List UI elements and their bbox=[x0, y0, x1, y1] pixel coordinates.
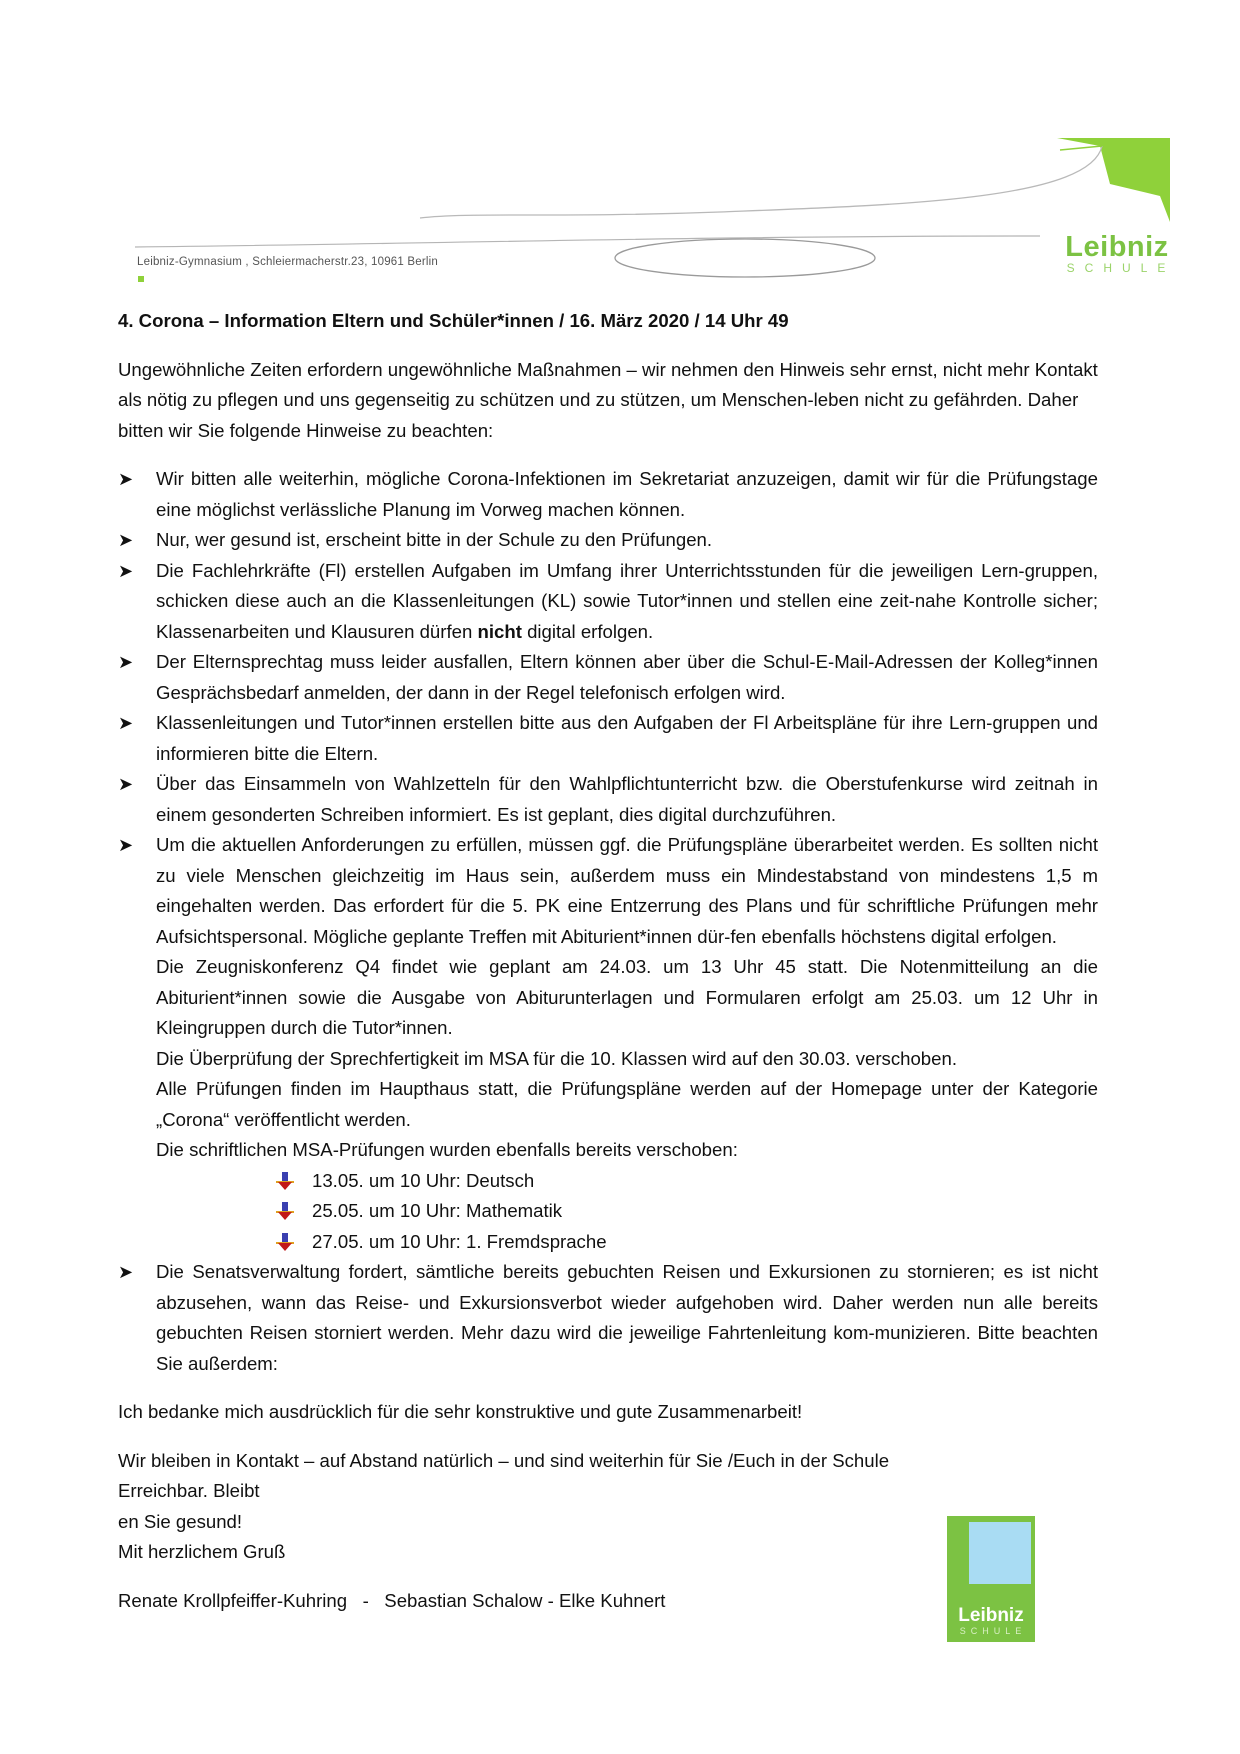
letterhead-address: Leibniz-Gymnasium , Schleiermacherstr.23, 10961 Berlin bbox=[137, 256, 438, 268]
text-run: Die Fachlehrkräfte (Fl) erstellen Aufgaben im Umfang ihrer Unterrichtsstunden für die jeweiligen Lern-gruppen, schicken diese auch an die Klassenleitungen (KL) sowie Tutor*innen und stellen eine zeit-nahe Kontrolle sicher; Klassenarbeiten und Klausuren dürfen bbox=[156, 559, 1098, 642]
arrow-bullet-icon: ➤ bbox=[118, 835, 134, 855]
arrow-bullet-icon: ➤ bbox=[118, 469, 134, 489]
text-run: digital erfolgen. bbox=[521, 620, 654, 642]
list-item-text bbox=[156, 560, 1098, 642]
list-item bbox=[118, 830, 1098, 1257]
letterhead-swoosh-green bbox=[1060, 146, 1102, 150]
certificate-conference-text: Die Zeugniskonferenz Q4 findet wie geplant am 24.03. um 13 Uhr 45 statt. Die Notenmitteilung an die Abiturient*innen sowie die Ausgabe von Abiturunterlagen und Formularen erfolgt am 25.03. um 12 Uhr in Kleingruppen durch die Tutor*innen. bbox=[156, 956, 1098, 1038]
logo-subword: SCHULE bbox=[959, 1626, 1027, 1636]
arrow-bullet-icon: ➤ bbox=[118, 1262, 134, 1282]
arrow-bullet-icon: ➤ bbox=[118, 560, 134, 581]
list-item-text: Die Senatsverwaltung fordert, sämtliche bereits gebuchten Reisen und Exkursionen zu stornieren; es ist nicht abzusehen, wann das Reise- und Exkursionsverbot wieder aufgehoben wird. Daher werden nun alle bereits gebuchten Reisen storniert werden. Mehr dazu wird die jeweilige Fahrtenleitung kom-munizieren. Bitte beachten Sie außerdem: bbox=[156, 1261, 1098, 1374]
exam-date-text: 27.05. um 10 Uhr: 1. Fremdsprache bbox=[312, 1230, 607, 1252]
signatories: Renate Krollpfeiffer-Kuhring - Sebastian Schalow - Elke Kuhnert bbox=[118, 1589, 666, 1611]
exam-date-text: 25.05. um 10 Uhr: Mathematik bbox=[312, 1200, 563, 1221]
emphasis-text: nicht bbox=[477, 620, 522, 642]
closing-line: Wir bleiben in Kontakt – auf Abstand natürlich – und sind weiterhin für Sie /Euch in der Schule bbox=[118, 1449, 890, 1471]
letter-body bbox=[118, 306, 1098, 1616]
list-item bbox=[118, 525, 1098, 556]
exam-location-text: Alle Prüfungen finden im Haupthaus statt, die Prüfungspläne werden auf der Homepage unter der Kategorie „Corona“ veröffentlicht werden. bbox=[156, 1078, 1098, 1130]
arrow-bullet-icon: ➤ bbox=[118, 774, 134, 794]
down-arrow-icon bbox=[276, 1172, 294, 1190]
arrow-bullet-icon: ➤ bbox=[118, 530, 134, 550]
list-item bbox=[118, 708, 1098, 769]
letterhead-green-shape bbox=[1057, 138, 1170, 222]
letterhead-swoosh bbox=[420, 146, 1102, 218]
exam-date-text: 13.05. um 10 Uhr: Deutsch bbox=[312, 1169, 535, 1191]
exam-date-item bbox=[274, 1166, 1098, 1197]
list-item-text: Nur, wer gesund ist, erscheint bitte in der Schule zu den Prüfungen. bbox=[156, 529, 713, 550]
logo-word: Leibniz bbox=[1065, 231, 1169, 263]
logo-subword: SCHULE bbox=[1066, 261, 1176, 275]
thanks-paragraph: Ich bedanke mich ausdrücklich für die sehr konstruktive und gute Zusammenarbeit! bbox=[118, 1401, 803, 1422]
speaking-test-text: Die Überprüfung der Sprechfertigkeit im MSA für die 10. Klassen wird auf den 30.03. verschoben. bbox=[156, 1047, 957, 1069]
intro-paragraph: Ungewöhnliche Zeiten erfordern ungewöhnliche Maßnahmen – wir nehmen den Hinweis sehr ernst, nicht mehr Kontakt als nötig zu pflegen und uns gegenseitig zu schützen und zu stützen, um Menschen-leben nicht zu gefährden. Daher bitten wir Sie folgende Hinweise zu beachten: bbox=[118, 358, 1098, 441]
list-item bbox=[118, 464, 1098, 525]
list-item-text: Der Elternsprechtag muss leider ausfallen, Eltern können aber über die Schul-E-Mail-Adressen der Kolleg*innen Gesprächsbedarf anmelden, der dann in der Regel telefonisch erfolgen wird. bbox=[156, 651, 1098, 703]
letterhead-base-line bbox=[135, 236, 1040, 247]
letterhead-logo bbox=[1057, 233, 1177, 274]
exam-date-item bbox=[274, 1227, 1098, 1258]
letterhead-oval bbox=[615, 239, 875, 277]
list-item bbox=[118, 647, 1098, 708]
exam-plan-text: Um die aktuellen Anforderungen zu erfüllen, müssen ggf. die Prüfungspläne überarbeitet werden. Es sollten nicht zu viele Menschen gleichzeitig im Haus sein, außerdem muss ein Mindestabstand von mindestens 1,5 m eingehalten werden. Das erfordert für die 5. PK eine Entzerrung des Plans und für schriftliche Prüfungen mehr Aufsichtspersonal. Mögliche geplante Treffen mit Abiturient*innen dür-fen ebenfalls höchstens digital erfolgen. bbox=[156, 834, 1098, 947]
arrow-bullet-icon: ➤ bbox=[118, 713, 134, 733]
exam-date-list bbox=[156, 1166, 1098, 1258]
letterhead-graphic bbox=[0, 0, 1240, 300]
list-item-text: Klassenleitungen und Tutor*innen erstellen bitte aus den Aufgaben der Fl Arbeitspläne für ihre Lern-gruppen und informieren bitte die Eltern. bbox=[156, 712, 1098, 764]
down-arrow-icon bbox=[276, 1233, 294, 1251]
list-item bbox=[118, 1257, 1098, 1379]
list-item bbox=[118, 556, 1098, 648]
closing-line: en Sie gesund! bbox=[118, 1510, 243, 1532]
page-title: 4. Corona – Information Eltern und Schüler*innen / 16. März 2020 / 14 Uhr 49 bbox=[118, 310, 789, 331]
closing-line: Mit herzlichem Gruß bbox=[118, 1541, 286, 1562]
arrow-bullet-icon: ➤ bbox=[118, 652, 134, 672]
msa-postponed-text: Die schriftlichen MSA-Prüfungen wurden ebenfalls bereits verschoben: bbox=[156, 1139, 738, 1160]
footer-logo bbox=[947, 1516, 1035, 1642]
list-item-text: Über das Einsammeln von Wahlzetteln für den Wahlpflichtunterricht bzw. die Oberstufenkurse wird zeitnah in einem gesonderten Schreiben informiert. Es ist geplant, dies digital durchzuführen. bbox=[156, 773, 1098, 825]
logo-blue-square bbox=[969, 1522, 1031, 1584]
closing-line: Erreichbar. Bleibt bbox=[118, 1480, 260, 1501]
notice-list bbox=[118, 464, 1098, 1379]
down-arrow-icon bbox=[276, 1202, 294, 1220]
list-item-text: Wir bitten alle weiterhin, mögliche Corona-Infektionen im Sekretariat anzuzeigen, damit wir für die Prüfungstage eine möglichst verlässliche Planung im Vorweg machen können. bbox=[156, 468, 1098, 520]
list-item bbox=[118, 769, 1098, 830]
exam-date-item bbox=[274, 1196, 1098, 1227]
logo-word: Leibniz bbox=[958, 1605, 1024, 1626]
letterhead-dot bbox=[138, 276, 144, 282]
